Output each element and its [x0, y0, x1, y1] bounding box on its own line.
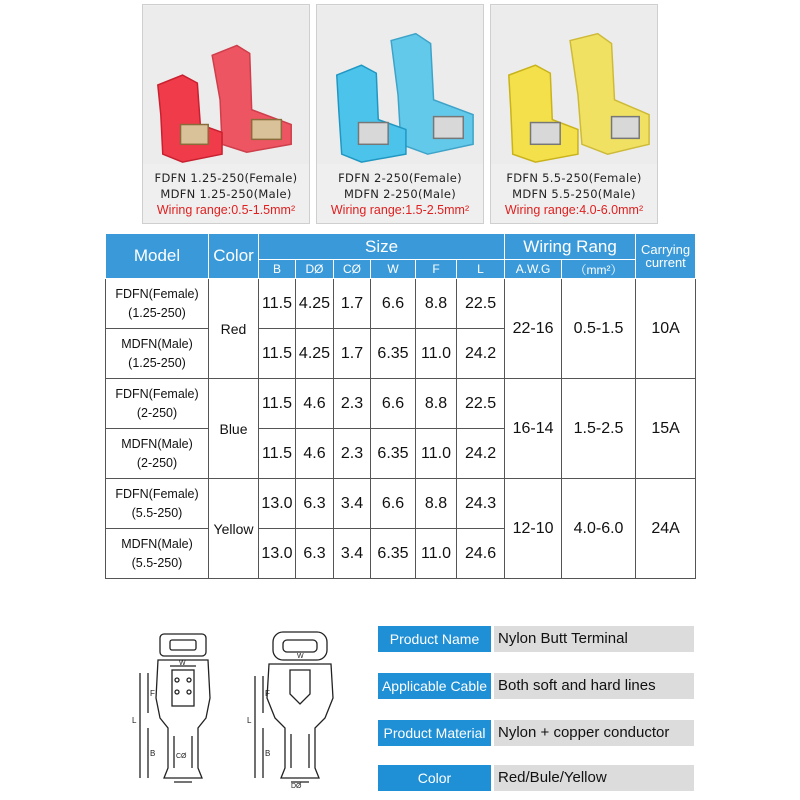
size-c-cell: 1.7: [334, 329, 371, 379]
product-model-male: MDFN 5.5-250(Male): [512, 187, 636, 201]
spec-row-product-name: [378, 626, 694, 652]
header-b: B: [259, 260, 296, 279]
header-model: Model: [106, 234, 209, 279]
product-model-female: FDFN 5.5-250(Female): [506, 171, 642, 185]
size-f-cell: 11.0: [416, 529, 457, 579]
model-name: FDFN(Female): [115, 486, 199, 501]
size-b-cell: 11.5: [259, 279, 296, 329]
size-w-cell: 6.6: [371, 479, 416, 529]
size-d-cell: 6.3: [296, 529, 334, 579]
size-d-cell: 4.6: [296, 429, 334, 479]
awg-cell: 16-14: [505, 379, 562, 479]
size-l-cell: 22.5: [457, 379, 505, 429]
header-w: W: [371, 260, 416, 279]
size-l-cell: 24.2: [457, 329, 505, 379]
table-row: [106, 379, 696, 429]
size-c-cell: 2.3: [334, 429, 371, 479]
header-mm2: （mm²）: [562, 260, 636, 279]
size-c-cell: 3.4: [334, 479, 371, 529]
model-cell: [106, 479, 209, 529]
awg-cell: 22-16: [505, 279, 562, 379]
diagram-label-w: W: [297, 653, 304, 660]
header-color: Color: [209, 234, 259, 279]
color-cell: Red: [209, 279, 259, 379]
spec-label: Applicable Cable: [378, 673, 491, 699]
model-size: (5.5-250): [131, 555, 183, 570]
model-size: (1.25-250): [128, 305, 186, 320]
spec-row-color: [378, 765, 694, 791]
blue-terminal-image: [317, 5, 483, 165]
product-model-male: MDFN 2-250(Male): [343, 187, 457, 201]
header-size: Size: [259, 234, 505, 260]
spec-value: Nylon + copper conductor: [494, 720, 694, 746]
current-cell: 10A: [636, 279, 696, 379]
spec-value: Nylon Butt Terminal: [494, 626, 694, 652]
size-d-cell: 4.25: [296, 279, 334, 329]
model-name: FDFN(Female): [115, 286, 199, 301]
model-size: (2-250): [136, 455, 178, 470]
model-cell: [106, 279, 209, 329]
product-wiring-range: Wiring range:0.5-1.5mm²: [156, 203, 296, 217]
size-f-cell: 8.8: [416, 379, 457, 429]
header-f: F: [416, 260, 457, 279]
header-carrying-current: Carrying current: [636, 234, 696, 279]
diagram-label-c: CØ: [176, 753, 187, 760]
spec-label: Product Material: [378, 720, 491, 746]
model-name: FDFN(Female): [115, 386, 199, 401]
size-w-cell: 6.35: [371, 329, 416, 379]
mm2-cell: 4.0-6.0: [562, 479, 636, 579]
model-cell: [106, 429, 209, 479]
size-w-cell: 6.35: [371, 529, 416, 579]
diagram-label-l: L: [132, 716, 137, 725]
diagram-label-b: B: [265, 749, 271, 758]
diagram-label-f: F: [150, 689, 155, 698]
size-l-cell: 24.3: [457, 479, 505, 529]
spec-label: Product Name: [378, 626, 491, 652]
table-row: [106, 479, 696, 529]
model-size: (1.25-250): [128, 355, 186, 370]
model-cell: [106, 529, 209, 579]
size-c-cell: 1.7: [334, 279, 371, 329]
current-cell: 15A: [636, 379, 696, 479]
size-b-cell: 11.5: [259, 379, 296, 429]
mm2-cell: 0.5-1.5: [562, 279, 636, 379]
size-c-cell: 2.3: [334, 379, 371, 429]
color-cell: Blue: [209, 379, 259, 479]
spec-row-product-material: [378, 720, 694, 746]
diagram-label-d: DØ: [291, 783, 302, 788]
model-name: MDFN(Male): [121, 436, 193, 451]
product-model-female: FDFN 2-250(Female): [338, 171, 462, 185]
size-f-cell: 11.0: [416, 329, 457, 379]
size-b-cell: 13.0: [259, 529, 296, 579]
diagram-label-l: L: [247, 716, 252, 725]
size-f-cell: 11.0: [416, 429, 457, 479]
current-cell: 24A: [636, 479, 696, 579]
size-b-cell: 13.0: [259, 479, 296, 529]
size-w-cell: 6.35: [371, 429, 416, 479]
model-name: MDFN(Male): [121, 336, 193, 351]
size-d-cell: 6.3: [296, 479, 334, 529]
size-w-cell: 6.6: [371, 379, 416, 429]
model-size: (5.5-250): [131, 505, 183, 520]
awg-cell: 12-10: [505, 479, 562, 579]
mm2-cell: 1.5-2.5: [562, 379, 636, 479]
product-model-male: MDFN 1.25-250(Male): [160, 187, 292, 201]
male-terminal-diagram: [245, 628, 345, 788]
yellow-terminal-image: [491, 5, 657, 165]
spec-value: Both soft and hard lines: [494, 673, 694, 699]
model-cell: [106, 379, 209, 429]
color-cell: Yellow: [209, 479, 259, 579]
header-c: CØ: [334, 260, 371, 279]
size-f-cell: 8.8: [416, 479, 457, 529]
red-terminal-image: [143, 5, 309, 165]
size-d-cell: 4.25: [296, 329, 334, 379]
header-l: L: [457, 260, 505, 279]
table-row: [106, 279, 696, 329]
size-b-cell: 11.5: [259, 429, 296, 479]
product-photo-red: [142, 4, 310, 224]
product-photo-blue: [316, 4, 484, 224]
size-l-cell: 24.2: [457, 429, 505, 479]
size-b-cell: 11.5: [259, 329, 296, 379]
size-f-cell: 8.8: [416, 279, 457, 329]
product-model-female: FDFN 1.25-250(Female): [154, 171, 298, 185]
product-photo-yellow: [490, 4, 658, 224]
header-wiring-range: Wiring Rang: [505, 234, 636, 260]
female-terminal-diagram: [130, 628, 230, 788]
model-name: MDFN(Male): [121, 536, 193, 551]
diagram-label-f: F: [265, 689, 270, 698]
product-wiring-range: Wiring range:4.0-6.0mm²: [504, 203, 644, 217]
header-awg: A.W.G: [505, 260, 562, 279]
product-wiring-range: Wiring range:1.5-2.5mm²: [330, 203, 470, 217]
spec-row-applicable-cable: [378, 673, 694, 699]
spec-table: [105, 233, 696, 579]
size-d-cell: 4.6: [296, 379, 334, 429]
size-w-cell: 6.6: [371, 279, 416, 329]
diagram-label-b: B: [150, 749, 156, 758]
size-l-cell: 22.5: [457, 279, 505, 329]
size-l-cell: 24.6: [457, 529, 505, 579]
model-cell: [106, 329, 209, 379]
size-c-cell: 3.4: [334, 529, 371, 579]
diagram-label-w: W: [179, 660, 186, 667]
header-d: DØ: [296, 260, 334, 279]
spec-value: Red/Bule/Yellow: [494, 765, 694, 791]
model-size: (2-250): [136, 405, 178, 420]
spec-label: Color: [378, 765, 491, 791]
